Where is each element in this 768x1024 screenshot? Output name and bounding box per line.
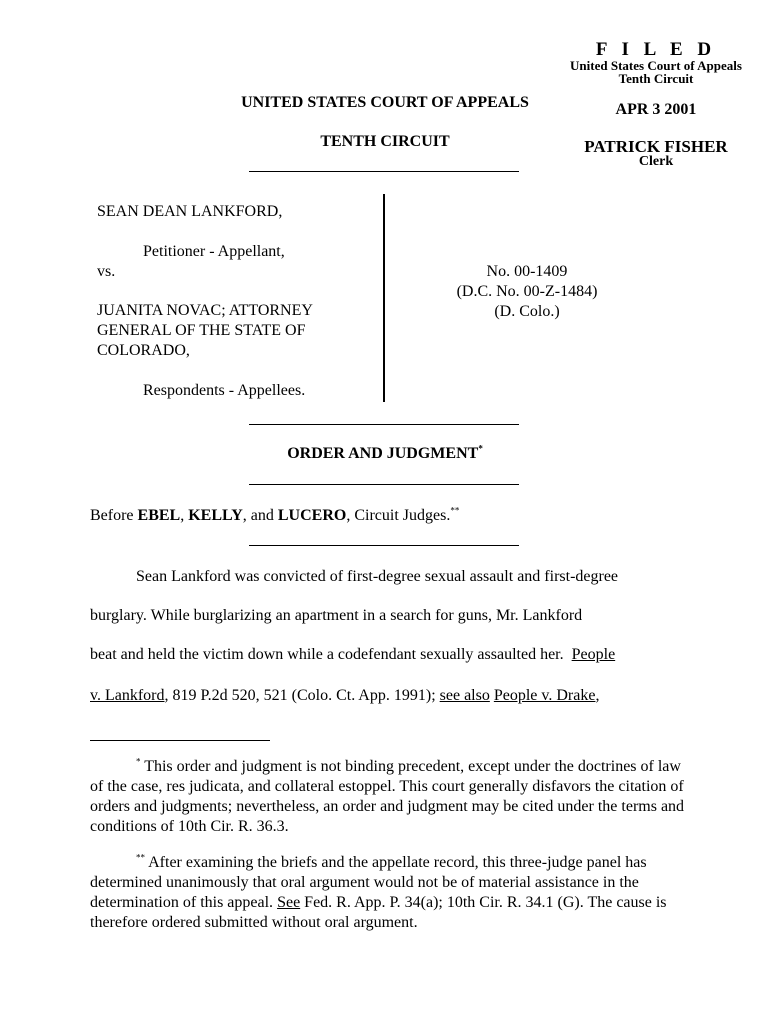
versus-label: vs. (97, 263, 116, 280)
footnote-2-mark: ** (136, 852, 145, 863)
filed-stamp-title: F I L E D (595, 39, 717, 60)
district-court: (D. Colo.) (494, 303, 560, 320)
respondents-line-3: COLORADO, (97, 342, 190, 359)
respondents-line-1: JUANITA NOVAC; ATTORNEY (97, 302, 313, 319)
judge-kelly: KELLY (188, 507, 243, 524)
judge-ebel: EBEL (137, 507, 181, 524)
filed-stamp (548, 40, 764, 169)
body-line-2: burglary. While burglarizing an apartment in a search for guns, Mr. Lankford (90, 607, 583, 624)
body-line-4-text: , 819 P.2d 520, 521 (Colo. Ct. App. 1991); (164, 687, 440, 704)
footnote-2-see: See (277, 894, 301, 911)
order-rule (249, 484, 519, 485)
order-title-text: ORDER AND JUDGMENT (287, 445, 479, 462)
panel-footnote-mark: ** (450, 505, 460, 516)
footnote-2 (90, 853, 690, 933)
panel-rule (249, 545, 519, 546)
respondents-line-2: GENERAL OF THE STATE OF (97, 322, 306, 339)
filed-stamp-date: APR 3 2001 (615, 101, 697, 118)
footnote-separator (90, 740, 270, 741)
case-number: No. 00-1409 (486, 263, 568, 280)
judge-lucero: LUCERO (277, 507, 347, 524)
header-rule (249, 171, 519, 172)
footnote-2-text-a: After examining the briefs and the appellate record, this three-judge panel has determined unanimously that oral argument would not be of material assistance in the determination of this appeal. (90, 854, 647, 911)
footnote-1-text: This order and judgment is not binding precedent, except under the doctrines of law of the case, res judicata, and collateral estoppel. This court generally disfavors the citation of orders and judgments; nevertheless, an order and judgment may be cited under the terms and conditions of 10th Cir. R. 36.3. (90, 758, 685, 835)
caption-rule (249, 424, 519, 425)
panel-sep-2: , and (242, 507, 278, 524)
citation-drake: People v. Drake (493, 687, 596, 704)
circuit-name: TENTH CIRCUIT (320, 133, 450, 150)
petitioner-role: Petitioner - Appellant, (143, 243, 285, 260)
filed-stamp-circuit: Tenth Circuit (618, 71, 694, 86)
body-line-4-end: , (595, 687, 600, 704)
panel-suffix: , Circuit Judges. (346, 507, 451, 524)
order-title (220, 445, 550, 463)
citation-people: People (571, 646, 616, 663)
body-line-4 (90, 687, 599, 705)
panel-sep-1: , (180, 507, 189, 524)
footnote-1-mark: * (136, 756, 141, 767)
footnote-1 (90, 757, 690, 837)
panel-prefix: Before (90, 507, 138, 524)
footnote-2-text-b: Fed. R. App. P. 34(a); 10th Cir. R. 34.1 (G). The cause is therefore ordered submitted without oral argument. (90, 894, 667, 931)
panel-line (90, 507, 459, 525)
body-line-3 (90, 646, 615, 664)
body-line-1: Sean Lankford was convicted of first-degree sexual assault and first-degree (136, 568, 619, 585)
body-line-3-text: beat and held the victim down while a codefendant sexually assaulted her. (90, 646, 572, 663)
filed-stamp-clerk-title: Clerk (638, 154, 674, 169)
petitioner-name: SEAN DEAN LANKFORD, (97, 203, 283, 220)
order-title-footnote-mark: * (478, 443, 483, 454)
district-case-number: (D.C. No. 00-Z-1484) (456, 283, 598, 300)
citation-lankford: v. Lankford (90, 687, 165, 704)
filed-stamp-clerk-name: PATRICK FISHER (584, 137, 728, 156)
filed-stamp-court: United States Court of Appeals (570, 58, 742, 73)
court-name: UNITED STATES COURT OF APPEALS (241, 94, 529, 111)
respondents-role: Respondents - Appellees. (143, 382, 306, 399)
signal-see-also: see also (439, 687, 490, 704)
